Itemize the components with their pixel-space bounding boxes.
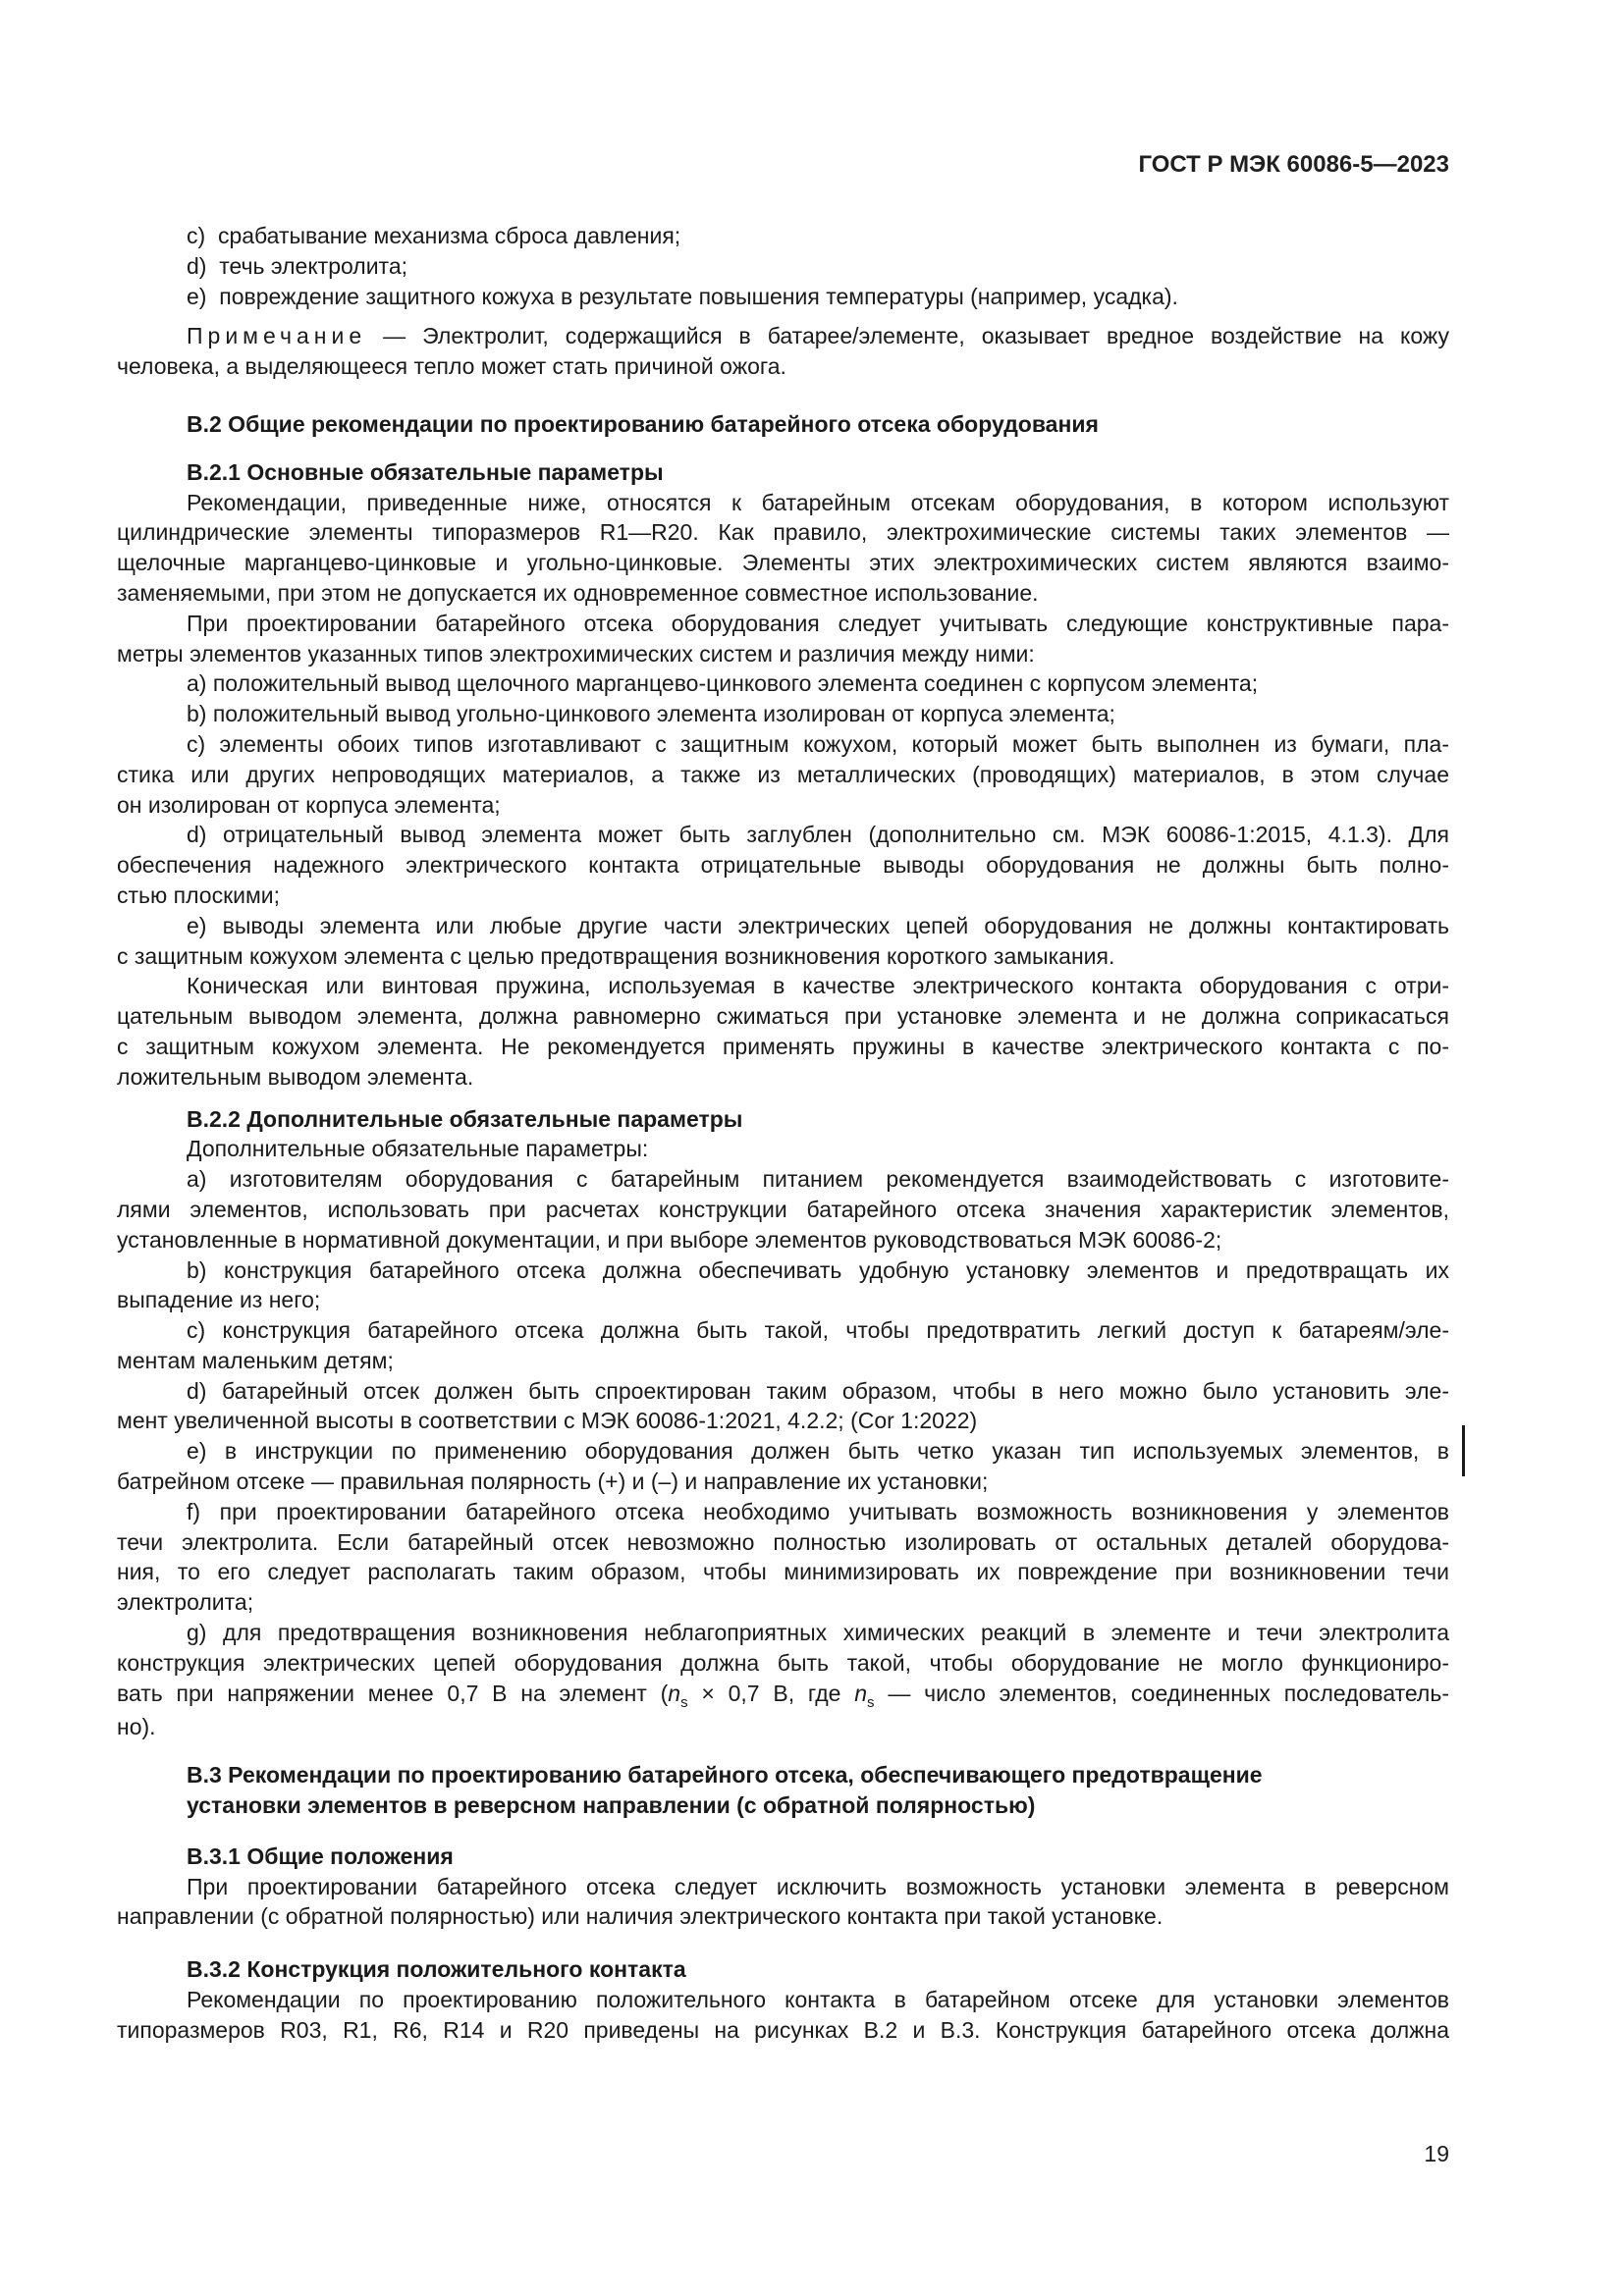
b22-item-d: d) батарейный отсек должен быть спроектирован таким образом, чтобы в него можно было установить эле- мент увеличенной высоты в соответствии с МЭК 60086-1:2021, 4.2.2; (Cor 1:2022) [117,1377,1449,1434]
b21-item-e: e) выводы элемента или любые другие части электрических цепей оборудования не должны контактировать с защитным кожухом элемента с целью предотвращения возникновения короткого замыкания. [117,912,1449,969]
section-b2-heading: В.2 Общие рекомендации по проектированию батарейного отсека оборудования [187,410,1099,437]
b32-paragraph: Рекомендации по проектированию положительного контакта в батарейном отсеке для установки элементов типоразмеров R03, R1, R6, R14 и R20 приведены на рисунках В.2 и В.3. Конструкция батарейного отсека должна [117,1987,1449,2043]
section-b21-heading: В.2.1 Основные обязательные параметры [187,458,664,485]
section-b31-heading: В.3.1 Общие положения [187,1842,454,1869]
b21-paragraph-1: Рекомендации, приведенные ниже, относятся к батарейным отсекам оборудования, в котором используют цилиндрические элементы типоразмеров R1—R20. Как правило, электрохимические системы таких элементов — щелочные марганцево-цинковые и угольно-цинковые. Элементы этих электрохимических систем являются взаимо- заменяемыми, при этом не допускается их одновременное совместное использование. [117,489,1449,606]
b22-intro: Дополнительные обязательные параметры: [187,1136,649,1162]
b21-paragraph-3: Коническая или винтовая пружина, используемая в качестве электрического контакта оборудования с отри- цательным выводом элемента, должна равномерно сжиматься при установке элемента и не должна соприкасаться с защитным кожухом элемента. Не рекомендуется применять пружины в качестве электрического контакта с по- ложительным выводом элемента. [117,973,1449,1090]
note-line-2: человека, а выделяющееся тепло может стать причиной ожога. [117,353,786,380]
b21-item-b: b) положительный вывод угольно-цинкового элемента изолирован от корпуса элемента; [187,701,1115,727]
b22-item-c: c) конструкция батарейного отсека должна быть такой, чтобы предотвратить легкий доступ к батареям/эле- ментам маленьким детям; [117,1317,1449,1373]
b22-item-b: b) конструкция батарейного отсека должна обеспечивать удобную установку элементов и предотвращать их выпадение из него; [117,1256,1449,1313]
b21-item-c: c) элементы обоих типов изготавливают с защитным кожухом, который может быть выполнен из бумаги, пла- стика или других непроводящих материалов, а также из металлических (проводящих) материалов, в этом случае он изолирован от корпуса элемента; [117,730,1449,818]
list-item-e: e) повреждение защитного кожуха в результате повышения температуры (например, усадка). [187,283,1178,309]
b21-item-a: a) положительный вывод щелочного марганцево-цинкового элемента соединен с корпусом элемента; [187,670,1259,697]
b22-item-g: g) для предотвращения возникновения неблагоприятных химических реакций в элементе и течи электролита конструкция электрических цепей оборудования должна быть такой, чтобы оборудование не могло функциониро- вать при напряжении менее 0,7 В на элемент ($n_s \times 0,7$ В, где $n_s$ — число элементов, соединенных последователь- но). [117,1620,1449,1740]
list-item-c: c) срабатывание механизма сброса давления; [187,223,681,248]
section-b22-heading: В.2.2 Дополнительные обязательные параметры [187,1105,743,1132]
b21-paragraph-2: При проектировании батарейного отсека оборудования следует учитывать следующие конструктивные пара- метры элементов указанных типов электрохимических систем и различия между ними: [117,610,1449,667]
note-label: Примечание [187,323,367,349]
b22-item-f: f) при проектировании батарейного отсека необходимо учитывать возможность возникновения у элементов течи электролита. Если батарейный отсек невозможно полностью изолировать от остальных деталей оборудова- ния, то его следует располагать таким образом, чтобы минимизировать их повреждение при возникновении течи электролита; [117,1498,1449,1616]
page-number: 19 [1424,2141,1449,2166]
b22-item-a: a) изготовителям оборудования с батарейным питанием рекомендуется взаимодействовать с изготовите- лями элементов, использовать при расчетах конструкции батарейного отсека значения характеристик элементов, установленные в нормативной документации, и при выборе элементов руководствоваться МЭК 60086-2; [117,1166,1449,1253]
revision-change-bar [1462,1425,1465,1476]
b22-item-e: e) в инструкции по применению оборудования должен быть четко указан тип используемых элементов, в батрейном отсеке — правильная полярность (+) и (–) и направление их установки; [117,1438,1449,1495]
document-header: ГОСТ Р МЭК 60086-5—2023 [1138,151,1449,178]
b31-paragraph: При проектировании батарейного отсека следует исключить возможность установки элемента в реверсном направлении (с обратной полярностью) или наличия электрического контакта при такой установке. [117,1873,1449,1930]
section-b32-heading: В.3.2 Конструкция положительного контакта [187,1956,686,1983]
b21-item-d: d) отрицательный вывод элемента может быть заглублен (дополнительно см. МЭК 60086-1:2015, 4.1.3). Для обеспечения надежного электрического контакта отрицательные выводы оборудования не должны быть полно- стью плоскими; [117,822,1449,908]
list-item-d: d) течь электролита; [187,252,407,279]
document-body [117,221,1449,2046]
section-b3-heading: В.3 Рекомендации по проектированию батарейного отсека, обеспечивающего предотвращение установки элементов в реверсном направлении (с обратной полярностью) [187,1762,1263,1819]
note-line-1: Примечание — Электролит, содержащийся в батарее/элементе, оказывает вредное воздействие на кожу [187,323,1449,349]
